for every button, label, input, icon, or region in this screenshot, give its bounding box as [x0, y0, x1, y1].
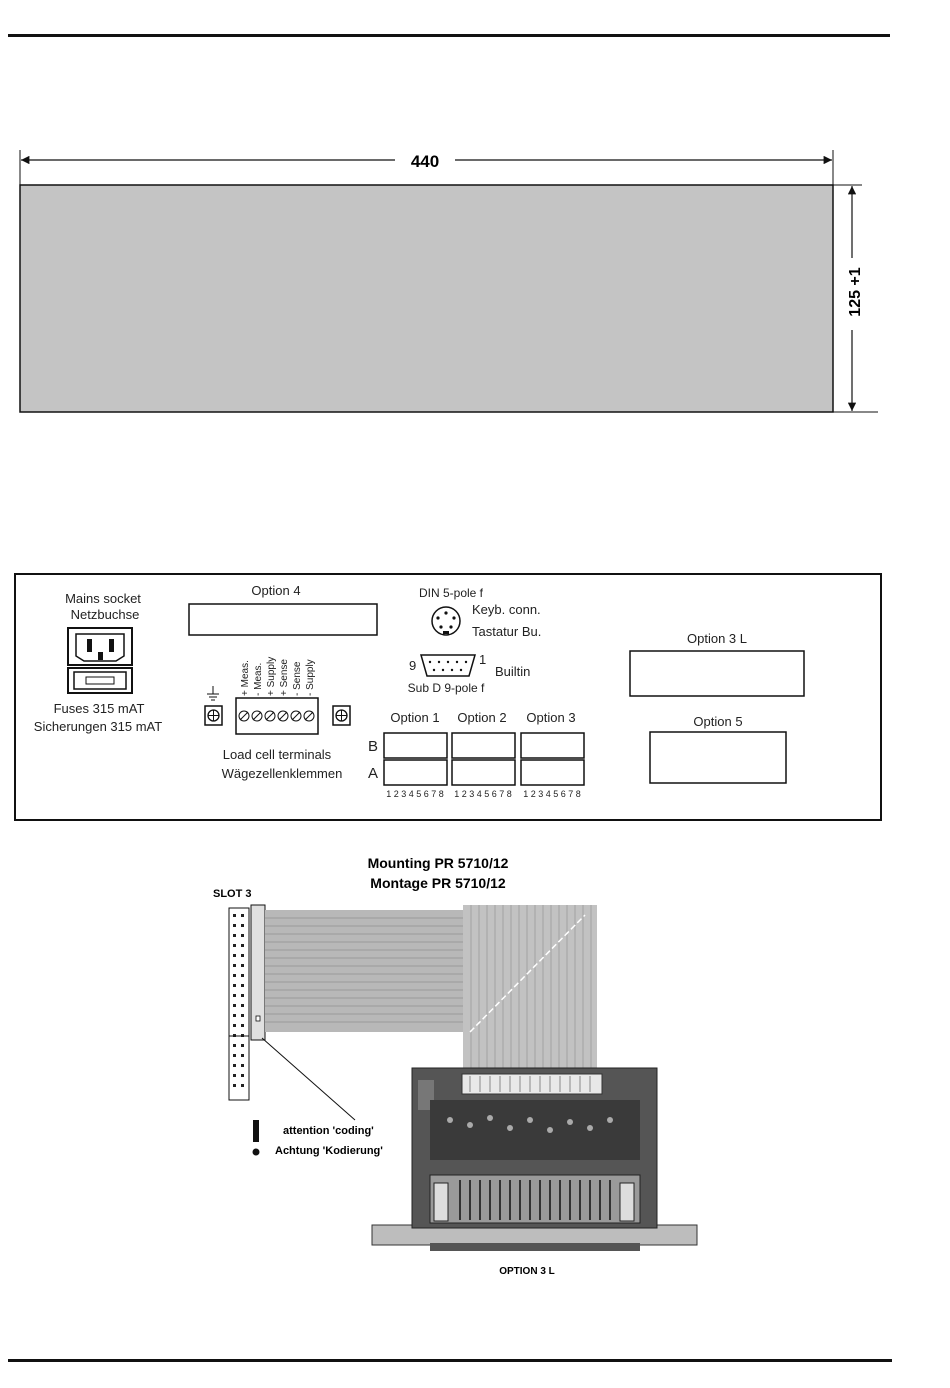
coding-leader-line: [262, 1038, 355, 1120]
option2-label: Option 2: [457, 710, 507, 725]
option1-pins: 1 2 3 4 5 6 7 8: [386, 789, 444, 799]
option3l-label: Option 3 L: [687, 631, 747, 646]
option5-label: Option 5: [693, 714, 743, 729]
option3l-slot: [630, 651, 804, 696]
mounting-title-en: Mounting PR 5710/12: [367, 855, 509, 871]
option3-label: Option 3: [526, 710, 576, 725]
load-cell-label-de: Wägezellenklemmen: [221, 766, 343, 781]
terminal-label-2: - Meas.: [253, 662, 264, 696]
fuses-de: Sicherungen 315 mAT: [33, 719, 163, 734]
load-cell-label-en: Load cell terminals: [222, 747, 332, 762]
option3l-caption: OPTION 3 L: [499, 1266, 555, 1277]
ribbon-cable-vertical: [463, 905, 597, 1077]
terminal-label-5: - Sense: [292, 661, 303, 696]
front-panel-outline: [20, 185, 833, 412]
terminal-label-4: + Sense: [279, 659, 290, 696]
subd-caption: Sub D 9-pole f: [407, 681, 485, 695]
din-keyboard-connector-icon: [432, 607, 460, 635]
load-cell-terminal-block: [236, 698, 318, 734]
attention-de: Achtung 'Kodierung': [275, 1145, 383, 1157]
slot3-connector: [229, 908, 249, 1100]
din-title: DIN 5-pole f: [418, 586, 484, 600]
bottom-rule: [8, 1359, 892, 1362]
attention-icon: [253, 1120, 260, 1156]
front-dimension-drawing: [0, 140, 900, 430]
subd-connector-icon: [421, 655, 475, 676]
subd-pin-left: 9: [409, 658, 417, 673]
option3-pins: 1 2 3 4 5 6 7 8: [523, 789, 581, 799]
option1-label: Option 1: [390, 710, 440, 725]
shield-screw-icon: [333, 706, 350, 725]
fuse-holder-icon: [68, 668, 132, 693]
subd-pin-right: 1: [479, 652, 487, 667]
height-label: 125 +1: [847, 267, 864, 317]
subd-builtin: Builtin: [495, 664, 531, 679]
terminal-label-6: - Supply: [305, 659, 316, 696]
fuses-en: Fuses 315 mAT: [53, 701, 145, 716]
slot-label: SLOT 3: [213, 888, 252, 900]
mains-title-en: Mains socket: [65, 591, 141, 606]
option4-slot: [189, 604, 377, 635]
mains-title-de: Netzbuchse: [70, 607, 140, 622]
mains-socket-icon: [68, 628, 132, 665]
attention-en: attention 'coding': [283, 1125, 374, 1137]
terminal-label-1: + Meas.: [240, 660, 251, 696]
ribbon-cable-horizontal: [265, 910, 465, 1032]
row-a-label: A: [368, 765, 379, 782]
row-b-label: B: [368, 738, 379, 755]
mounting-illustration: [0, 850, 900, 1285]
rear-panel-diagram: [0, 565, 900, 830]
earth-screw-icon: [205, 706, 222, 725]
din-line1: Keyb. conn.: [472, 602, 541, 617]
option3l-board: [372, 1068, 697, 1251]
option2-pins: 1 2 3 4 5 6 7 8: [454, 789, 512, 799]
option4-label: Option 4: [251, 583, 301, 598]
option5-slot: [650, 732, 786, 783]
din-line2: Tastatur Bu.: [472, 624, 542, 639]
width-label: 440: [410, 152, 440, 171]
mounting-title-de: Montage PR 5710/12: [370, 875, 506, 891]
terminal-label-3: + Supply: [266, 656, 277, 696]
top-rule: [8, 34, 890, 37]
